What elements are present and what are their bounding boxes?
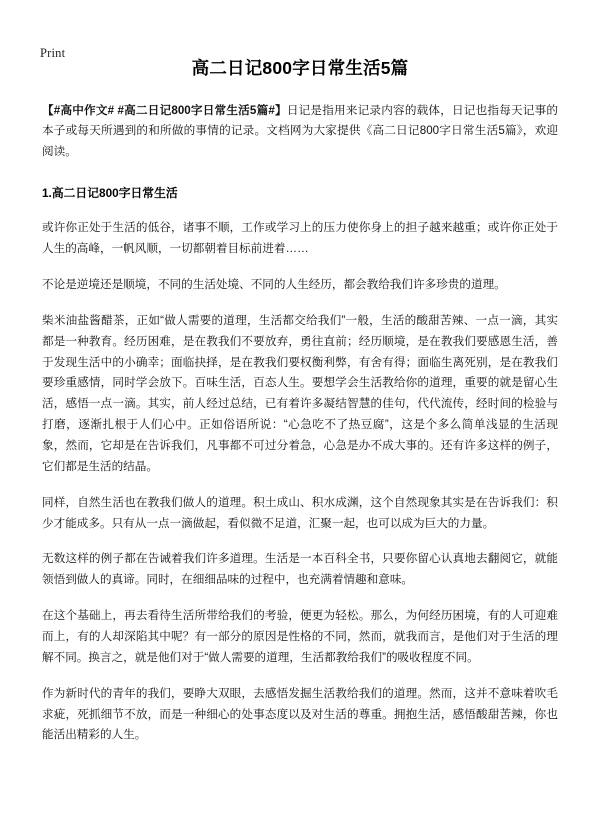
body-paragraph: 无数这样的例子都在告诫着我们许多道理。生活是一本百科全书，只要你留心认真地去翻阅它，就能领悟到做人的真谛。同时，在细细品味的过程中，也充满着情趣和意味。: [42, 552, 558, 587]
body-paragraph: 柴米油盐酱醋茶，正如“做人需要的道理，生活都交给我们”一般，生活的酸甜苦辣、一点一滴，其实都是一种教育。经历困难，是在教我们不要放弃，勇往直前；经历顺境，是在教我们要感恩生活，善于发现生活中的小确幸；面临抉择，是在教我们要权衡利弊，有舍有得；面临生离死别，是在教我们要珍重感情，同时学会放下。百味生活，百态人生。要想学会生活教给你的道理，重要的就是留心生活，感悟一点一滴。其实，前人经过总结，已有着许多凝结智慧的佳句，代代流传，经时间的检验与打磨，逐渐扎根于人们心中。正如俗语所说：“心急吃不了热豆腐”，这是个多么简单浅显的生活现象，然而，它却是在告诉我们，凡事都不可过分着急，心急是办不成大事的。还有许多这样的例子，它们都是生活的结晶。: [42, 313, 558, 473]
section-heading: 1.高二日记800字日常生活: [42, 186, 178, 201]
intro-paragraph: [42, 101, 558, 163]
page-title: 高二日记800字日常生活5篇: [191, 58, 409, 78]
intro-text: 日记是指用来记录内容的载体，日记也指每天记事的本子或每天所遇到的和所做的事情的记录。文档网为大家提供《高二日记800字日常生活5篇》，欢迎阅读。: [42, 103, 558, 158]
body-paragraph: 或许你正处于生活的低谷，诸事不顺，工作或学习上的压力使你身上的担子越来越重；或许你正处于人生的高峰，一帆风顺，一切都朝着目标前进着……: [42, 221, 558, 256]
document-content: [0, 56, 600, 746]
intro-tag: 【#高中作文# #高二日记800字日常生活5篇#】: [42, 103, 287, 117]
print-button[interactable]: Print: [40, 46, 66, 60]
print-toolbar: [0, 0, 600, 60]
body-paragraph: 作为新时代的青年的我们，要睁大双眼，去感悟发掘生活教给我们的道理。然而，这并不意味着吹毛求疵，死抓细节不放，而是一种细心的处事态度以及对生活的尊重。拥抱生活，感悟酸甜苦辣，你也能活出精彩的人生。: [42, 686, 558, 742]
body-paragraph: 同样，自然生活也在教我们做人的道理。积土成山、积水成渊，这个自然现象其实是在告诉我们：积少才能成多。只有从一点一滴做起，看似微不足道，汇聚一起，也可以成为巨大的力量。: [42, 495, 558, 530]
body-paragraph: 不论是逆境还是顺境，不同的生活处境、不同的人生经历，都会教给我们许多珍贵的道理。: [42, 277, 506, 291]
body-paragraph: 在这个基础上，再去看待生活所带给我们的考验，便更为轻松。那么，为何经历困境，有的人可迎难而上，有的人却深陷其中呢？有一部分的原因是性格的不同，然而，就我而言，是他们对于生活的理解不同。换言之，就是他们对于“做人需要的道理，生活都教给我们”的吸收程度不同。: [42, 609, 558, 664]
